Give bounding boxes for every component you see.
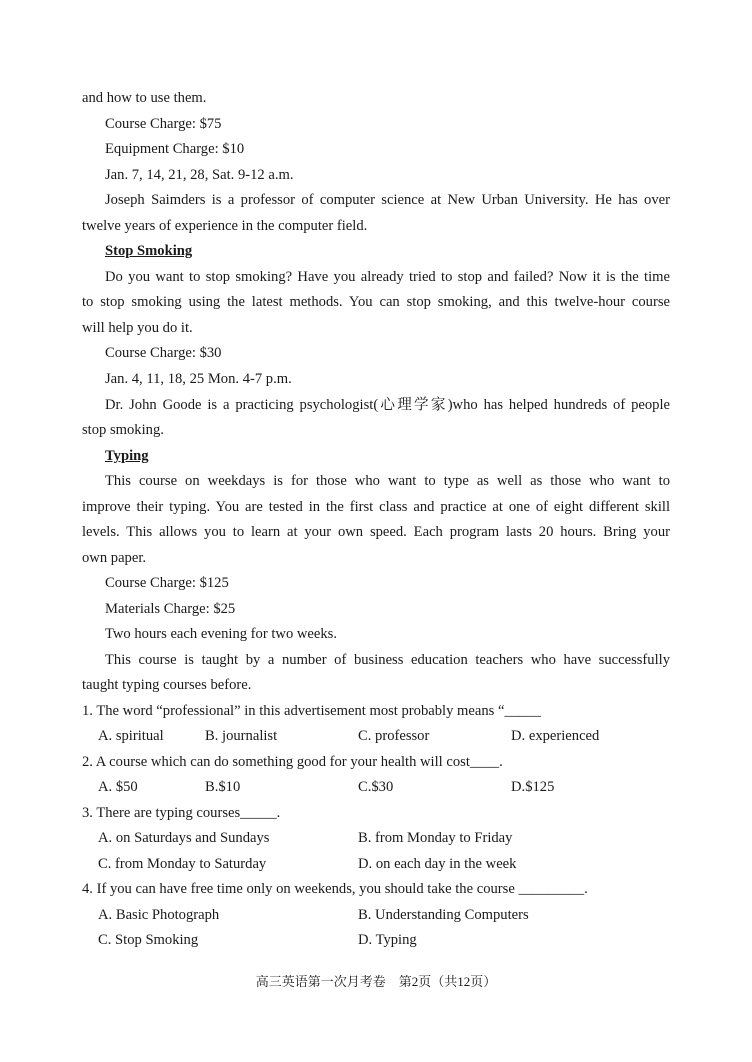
question-3-option-c[interactable]: C. from Monday to Saturday (98, 856, 267, 872)
question-1-option-d[interactable]: D. experienced (511, 728, 600, 744)
typing-desc-line-1: This course on weekdays is for those who want to type as well as those who want to (105, 473, 670, 489)
question-2-option-d[interactable]: D.$125 (511, 779, 555, 795)
stop-smoking-desc-line-3: will help you do it. (82, 320, 193, 336)
question-2-option-b[interactable]: B.$10 (205, 779, 241, 795)
photography-instructor-line-2: twelve years of experience in the computer field. (82, 218, 368, 234)
typing-schedule: Two hours each evening for two weeks. (105, 626, 338, 642)
typing-desc-line-2: improve their typing. You are tested in the first class and practice at one of eight different skill (82, 499, 670, 515)
typing-instructor-line-2: taught typing courses before. (82, 677, 252, 693)
question-3-option-a[interactable]: A. on Saturdays and Sundays (98, 830, 270, 846)
photography-desc-tail: and how to use them. (82, 90, 207, 106)
photography-course-charge: Course Charge: $75 (105, 116, 222, 132)
stop-smoking-instructor-line-1: Dr. John Goode is a practicing psychologist(心理学家)who has helped hundreds of people (105, 397, 670, 413)
typing-desc-line-4: own paper. (82, 550, 147, 566)
question-2-stem: 2. A course which can do something good for your health will cost____. (82, 754, 503, 770)
photography-schedule: Jan. 7, 14, 21, 28, Sat. 9-12 a.m. (105, 167, 294, 183)
stop-smoking-instructor-line-2: stop smoking. (82, 422, 164, 438)
question-4-option-a[interactable]: A. Basic Photograph (98, 907, 220, 923)
typing-heading: Typing (105, 448, 149, 464)
question-4-option-b[interactable]: B. Understanding Computers (358, 907, 529, 923)
question-2-option-a[interactable]: A. $50 (98, 779, 138, 795)
question-2-option-c[interactable]: C.$30 (358, 779, 394, 795)
question-4-option-c[interactable]: C. Stop Smoking (98, 932, 199, 948)
question-3-option-d[interactable]: D. on each day in the week (358, 856, 517, 872)
photography-equipment-charge: Equipment Charge: $10 (105, 141, 245, 157)
stop-smoking-schedule: Jan. 4, 11, 18, 25 Mon. 4-7 p.m. (105, 371, 292, 387)
question-3-stem: 3. There are typing courses_____. (82, 805, 281, 821)
page-footer: 高三英语第一次月考卷 第2页（共12页） (255, 974, 497, 989)
stop-smoking-course-charge: Course Charge: $30 (105, 345, 222, 361)
question-1-option-a[interactable]: A. spiritual (98, 728, 164, 744)
question-4-stem: 4. If you can have free time only on weekends, you should take the course _________. (82, 881, 588, 897)
photography-instructor-line-1: Joseph Saimders is a professor of computer science at New Urban University. He has over (105, 192, 670, 208)
typing-desc-line-3: levels. This allows you to learn at your own speed. Each program lasts 20 hours. Bring your (82, 524, 670, 540)
question-1-option-c[interactable]: C. professor (358, 728, 430, 744)
stop-smoking-desc-line-2: to stop smoking using the latest methods. You can stop smoking, and this twelve-hour course (82, 294, 670, 310)
typing-course-charge: Course Charge: $125 (105, 575, 229, 591)
question-1-option-b[interactable]: B. journalist (205, 728, 278, 744)
typing-instructor-line-1: This course is taught by a number of business education teachers who have successfully (105, 652, 670, 668)
stop-smoking-desc-line-1: Do you want to stop smoking? Have you already tried to stop and failed? Now it is the time (105, 269, 670, 285)
stop-smoking-heading: Stop Smoking (105, 243, 193, 259)
question-1-stem: 1. The word “professional” in this advertisement most probably means “_____ (82, 703, 541, 719)
question-4-option-d[interactable]: D. Typing (358, 932, 417, 948)
question-3-option-b[interactable]: B. from Monday to Friday (358, 830, 513, 846)
typing-materials-charge: Materials Charge: $25 (105, 601, 236, 617)
